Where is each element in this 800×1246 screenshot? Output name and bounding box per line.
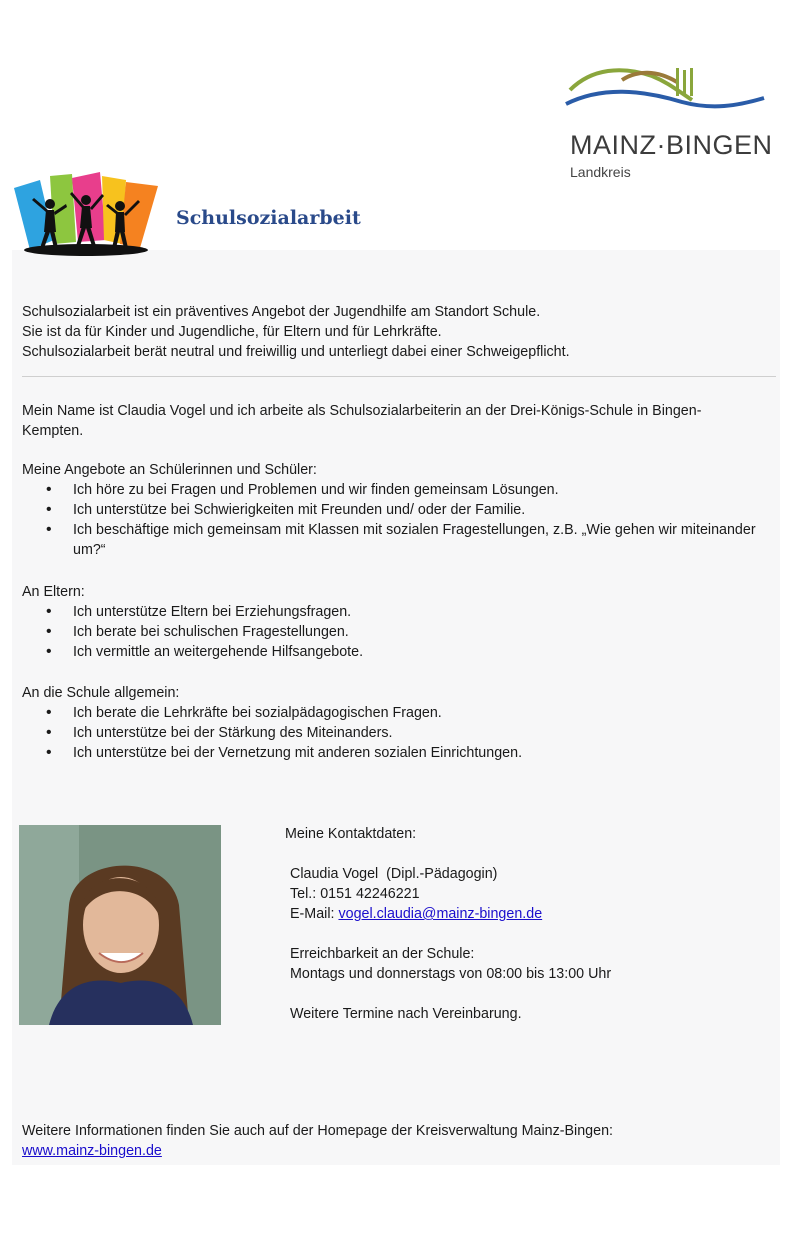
logo-name: MAINZ·BINGEN [570, 130, 773, 160]
footer [22, 1121, 762, 1161]
contact-heading: Meine Kontaktdaten: [285, 826, 417, 842]
logo-subtitle: Landkreis [570, 164, 631, 180]
list-item: • Ich unterstütze bei der Vernetzung mit anderen sozialen Einrichtungen. [22, 743, 782, 763]
list-item: • Ich unterstütze bei Schwierigkeiten mit Freunden und/ oder der Familie. [22, 500, 782, 520]
intro-line: Schulsozialarbeit berät neutral und freiwillig und unterliegt dabei einer Schweigepflicht. [22, 344, 570, 360]
contact-block [285, 824, 765, 1024]
list-item: • Ich beschäftige mich gemeinsam mit Klassen mit sozialen Fragestellungen, z.B. „Wie gehen wir miteinander um?“ [22, 520, 782, 560]
list-item: • Ich unterstütze bei der Stärkung des Miteinanders. [22, 723, 782, 743]
section-heading: An die Schule allgemein: [22, 685, 180, 701]
contact-email-row [290, 904, 765, 924]
list-item: • Ich unterstütze Eltern bei Erziehungsfragen. [22, 602, 782, 622]
homepage-link[interactable]: www.mainz-bingen.de [22, 1143, 162, 1159]
footer-text: Weitere Informationen finden Sie auch auf der Homepage der Kreisverwaltung Mainz-Bingen: [22, 1123, 614, 1139]
availability-text: Montags und donnerstags von 08:00 bis 13:00 Uhr [290, 966, 612, 982]
children-illustration [10, 170, 162, 262]
list-item: • Ich höre zu bei Fragen und Problemen und wir finden gemeinsam Lösungen. [22, 480, 782, 500]
section-school [22, 683, 782, 763]
section-heading: An Eltern: [22, 584, 85, 600]
page-title: Schulsozialarbeit [176, 207, 361, 229]
email-link[interactable]: vogel.claudia@mainz-bingen.de [338, 906, 543, 922]
intro-line: Sie ist da für Kinder und Jugendliche, für Eltern und für Lehrkräfte. [22, 324, 442, 340]
section-parents [22, 582, 782, 662]
email-label: E-Mail: [290, 906, 339, 922]
contact-phone: Tel.: 0151 42246221 [290, 886, 420, 902]
availability-heading: Erreichbarkeit an der Schule: [290, 946, 475, 962]
list-item: • Ich vermittle an weitergehende Hilfsangebote. [22, 642, 782, 662]
divider [22, 376, 776, 377]
landscape-icon [562, 60, 772, 125]
appointments-text: Weitere Termine nach Vereinbarung. [290, 1006, 522, 1022]
contact-name: Claudia Vogel (Dipl.-Pädagogin) [290, 866, 498, 882]
section-heading: Meine Angebote an Schülerinnen und Schüler: [22, 462, 317, 478]
list-item: • Ich berate bei schulischen Fragestellungen. [22, 622, 782, 642]
intro-paragraph [22, 302, 782, 362]
list-item: • Ich berate die Lehrkräfte bei sozialpädagogischen Fragen. [22, 703, 782, 723]
section-students [22, 460, 782, 560]
intro-line: Schulsozialarbeit ist ein präventives Angebot der Jugendhilfe am Standort Schule. [22, 304, 541, 320]
mainz-bingen-logo [562, 60, 772, 190]
portrait-photo [19, 825, 221, 1025]
name-paragraph: Mein Name ist Claudia Vogel und ich arbeite als Schulsozialarbeiterin an der Drei-Königs-Schule in Bingen-Kempten. [22, 403, 702, 439]
